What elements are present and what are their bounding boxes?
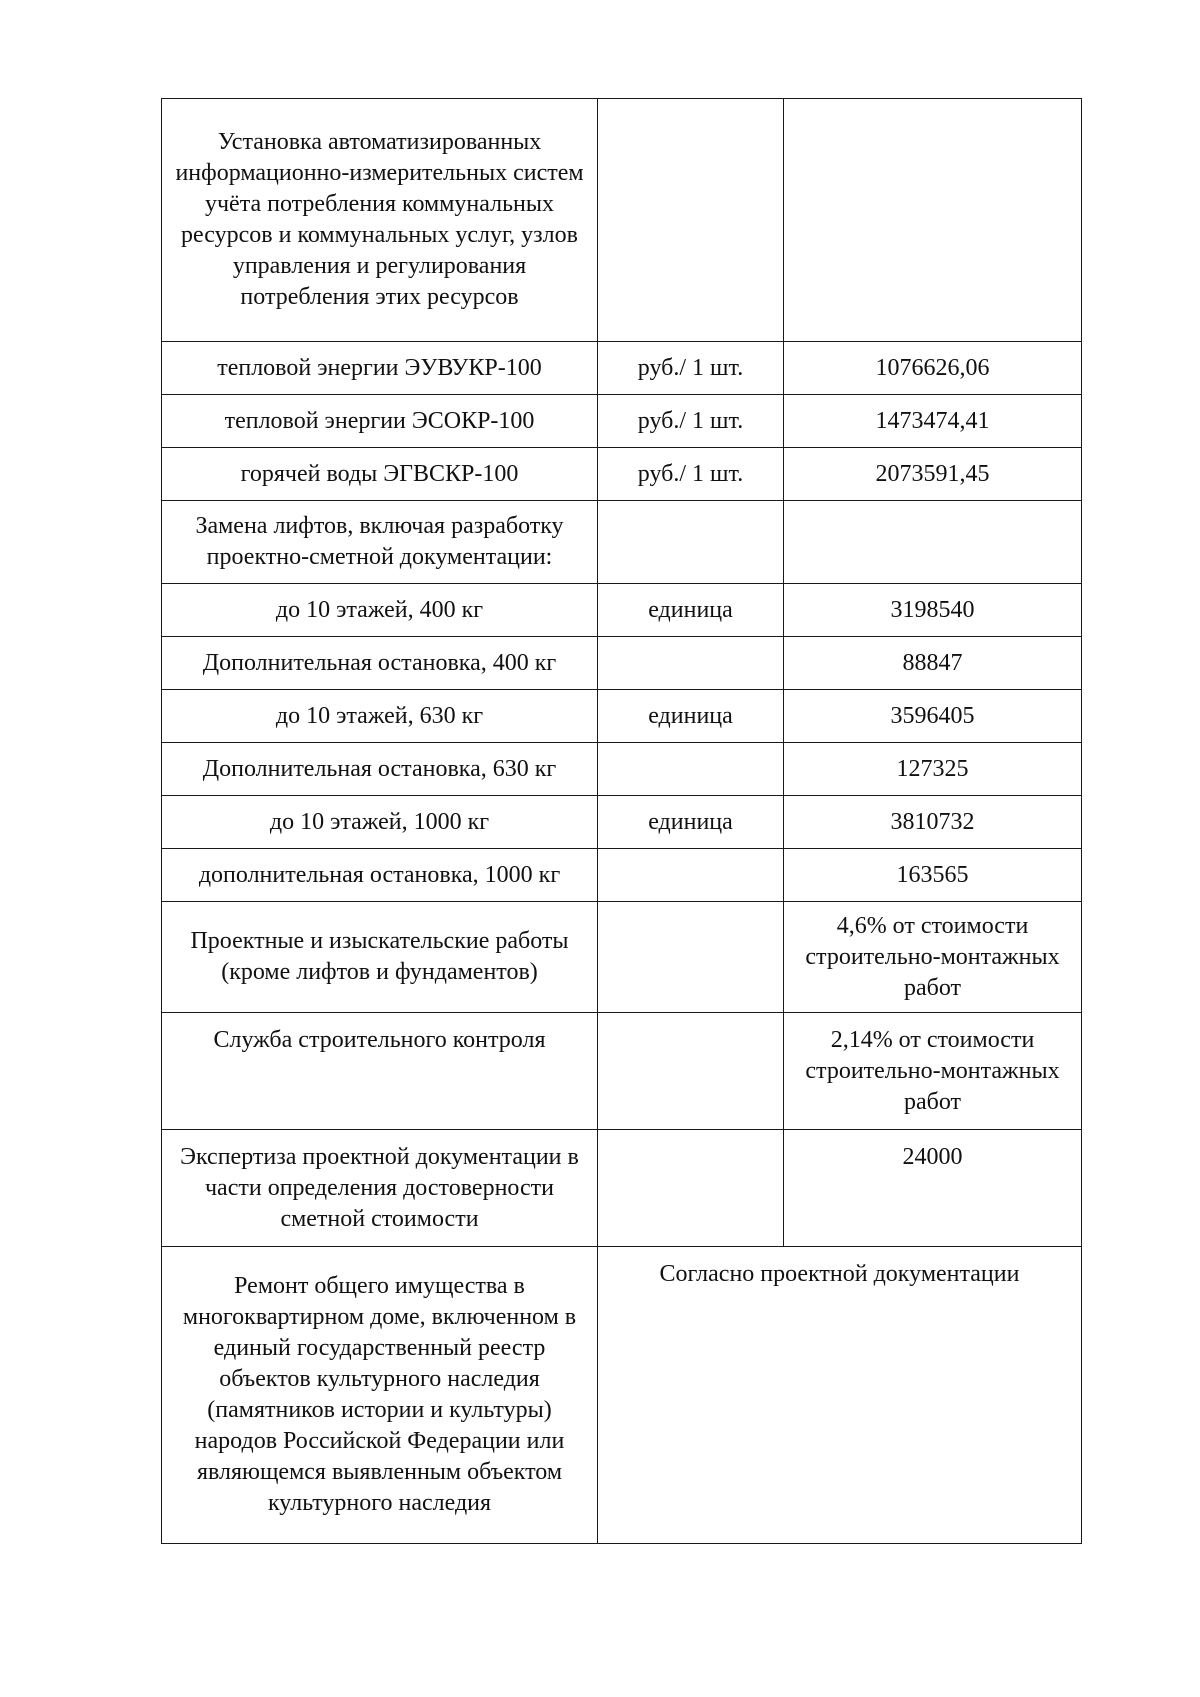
row-name-cell: тепловой энергии ЭСОКР-100 [162, 395, 598, 448]
row-unit-cell [598, 501, 784, 584]
table-row [162, 849, 1082, 902]
row-value-cell [784, 99, 1082, 342]
table-row [162, 584, 1082, 637]
row-value-cell: 163565 [784, 849, 1082, 902]
row-name-cell: дополнительная остановка, 1000 кг [162, 849, 598, 902]
row-name-cell: Ремонт общего имущества в многоквартирном доме, включенном в единый государственный реестр объектов культурного наследия (памятников истории и культуры) народов Российской Федерации или являющемся выявленным объектом культурного наследия [162, 1247, 598, 1544]
row-merged-value-cell: Согласно проектной документации [598, 1247, 1082, 1544]
row-unit-cell: руб./ 1 шт. [598, 342, 784, 395]
row-name-cell: Дополнительная остановка, 630 кг [162, 743, 598, 796]
row-name-cell: Замена лифтов, включая разработку проектно-сметной документации: [162, 501, 598, 584]
table-row [162, 637, 1082, 690]
row-unit-cell [598, 849, 784, 902]
row-value-cell: 88847 [784, 637, 1082, 690]
row-value-cell: 2,14% от стоимости строительно-монтажных работ [784, 1013, 1082, 1130]
row-unit-cell: единица [598, 584, 784, 637]
row-unit-cell [598, 1130, 784, 1247]
row-value-cell: 127325 [784, 743, 1082, 796]
row-value-cell: 2073591,45 [784, 448, 1082, 501]
row-name-cell: Установка автоматизированных информационно-измерительных систем учёта потребления коммунальных ресурсов и коммунальных услуг, узлов управления и регулирования потребления этих ресурсов [162, 99, 598, 342]
row-unit-cell: руб./ 1 шт. [598, 448, 784, 501]
row-name-cell: до 10 этажей, 1000 кг [162, 796, 598, 849]
row-value-cell [784, 501, 1082, 584]
row-name-cell: горячей воды ЭГВСКР-100 [162, 448, 598, 501]
table-row [162, 395, 1082, 448]
row-unit-cell [598, 743, 784, 796]
table-row [162, 1013, 1082, 1130]
row-name-cell: Проектные и изыскательские работы (кроме лифтов и фундаментов) [162, 902, 598, 1013]
row-unit-cell [598, 1013, 784, 1130]
row-name-cell: Служба строительного контроля [162, 1013, 598, 1130]
table-row [162, 501, 1082, 584]
table-row [162, 743, 1082, 796]
row-name-cell: Дополнительная остановка, 400 кг [162, 637, 598, 690]
row-value-cell: 3596405 [784, 690, 1082, 743]
row-unit-cell [598, 99, 784, 342]
row-unit-cell: руб./ 1 шт. [598, 395, 784, 448]
row-name-cell: Экспертиза проектной документации в части определения достоверности сметной стоимости [162, 1130, 598, 1247]
table-row [162, 796, 1082, 849]
table-row [162, 1247, 1082, 1544]
cost-table [161, 98, 1082, 1544]
row-value-cell: 4,6% от стоимости строительно-монтажных работ [784, 902, 1082, 1013]
row-unit-cell: единица [598, 796, 784, 849]
row-unit-cell [598, 637, 784, 690]
row-value-cell: 1076626,06 [784, 342, 1082, 395]
table-row [162, 902, 1082, 1013]
row-value-cell: 24000 [784, 1130, 1082, 1247]
row-name-cell: тепловой энергии ЭУВУКР-100 [162, 342, 598, 395]
row-name-cell: до 10 этажей, 630 кг [162, 690, 598, 743]
row-value-cell: 3198540 [784, 584, 1082, 637]
table-row [162, 1130, 1082, 1247]
row-unit-cell [598, 902, 784, 1013]
table-row [162, 99, 1082, 342]
row-name-cell: до 10 этажей, 400 кг [162, 584, 598, 637]
table-row [162, 690, 1082, 743]
row-value-cell: 1473474,41 [784, 395, 1082, 448]
row-unit-cell: единица [598, 690, 784, 743]
table-row [162, 342, 1082, 395]
table-row [162, 448, 1082, 501]
row-value-cell: 3810732 [784, 796, 1082, 849]
